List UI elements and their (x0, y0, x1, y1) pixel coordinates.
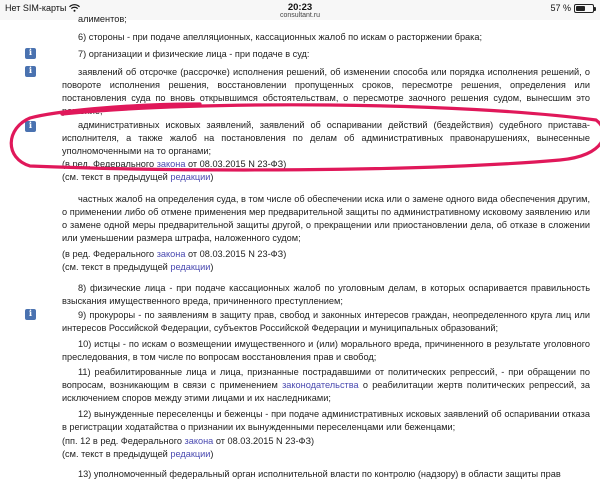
note-text: ) (210, 172, 214, 182)
battery-icon (574, 4, 594, 13)
law-link[interactable]: закона (156, 249, 186, 259)
paragraph-item-11 (62, 366, 590, 405)
edition-note (62, 435, 314, 448)
clock: 20:23 (287, 2, 313, 13)
paragraph-item-10: 10) истцы - по искам о возмещении имущественного и (или) морального вреда, причиненного в результате уголовного преследования, в том числе по вопросам восстановления прав и свобод; (62, 339, 590, 363)
previous-edition-note (62, 261, 213, 274)
note-text: (в ред. Федерального (62, 249, 157, 259)
paragraph-deferral: заявлений об отсрочке (рассрочке) исполнения решений, об изменении способа или порядка исполнения решений, о повороте исполнения решения, восстановлении пропущенных сроков, пересмотре решения, определения или постановления суда по вновь открывшимся обстоятельствам, о пересмотре заочного решения судом, вынесшим это решение; (62, 67, 590, 117)
legislation-link[interactable]: законодательства (282, 380, 359, 391)
note-text: (пп. 12 в ред. Федерального (62, 436, 185, 446)
paragraph-item-13: 13) уполномоченный федеральный орган исполнительной власти по контролю (надзору) в области защиты прав (78, 469, 561, 479)
battery-percent: 57 % (550, 3, 571, 13)
note-text: ) (210, 449, 214, 459)
note-text: (в ред. Федерального (62, 159, 157, 169)
battery-level (576, 6, 585, 11)
info-icon[interactable]: i (25, 48, 36, 59)
edition-link[interactable]: редакции (170, 449, 211, 459)
paragraph-item-6: 6) стороны - при подаче апелляционных, кассационных жалоб по искам о расторжении брака; (78, 32, 483, 42)
previous-edition-note (62, 171, 213, 184)
law-link[interactable]: закона (156, 159, 186, 169)
paragraph-private-complaints: частных жалоб на определения суда, в том числе об обеспечении иска или о замене одного вида обеспечения другим, о применении либо об отмене применения мер предварительной защиты по административному исковому заявлению или о замене одной меры предварительной защиты другой, о прекращении или приостановлении дела, об отказе в сложении или уменьшении размера штрафа, наложенного судом; (62, 194, 590, 244)
url-label[interactable]: consultant.ru (279, 12, 321, 19)
info-icon[interactable]: i (25, 66, 36, 77)
edition-link[interactable]: редакции (170, 262, 211, 272)
note-text: от 08.03.2015 N 23-ФЗ) (185, 249, 287, 259)
status-right (550, 3, 594, 13)
paragraph-administrative-claims: административных исковых заявлений, заявлений об оспаривании действий (бездействия) судебного пристава-исполнителя, а также жалоб на постановления по делам об административных правонарушениях, вынесенные уполномоченными на то органами; (62, 120, 590, 157)
paragraph-item-8: 8) физические лица - при подаче кассационных жалоб по уголовным делам, в которых оспаривается правильность взыскания имущественного вреда, причиненного преступлением; (62, 283, 590, 307)
paragraph-item-12: 12) вынужденные переселенцы и беженцы - при подаче административных исковых заявлений об оспаривании отказа в регистрации ходатайства о признании их вынужденными переселенцами или беженцами; (62, 409, 590, 433)
edition-link[interactable]: редакции (170, 172, 211, 182)
note-text: (см. текст в предыдущей (62, 172, 171, 182)
paragraph-text: о реабилитации жертв политических репрессий, за исключением споров между этими лицами и их наследниками; (62, 380, 591, 404)
edition-note (62, 248, 286, 261)
note-text: (см. текст в предыдущей (62, 449, 171, 459)
info-icon[interactable]: i (25, 309, 36, 320)
previous-edition-note (62, 448, 213, 461)
note-text: (см. текст в предыдущей (62, 262, 171, 272)
note-text: ) (210, 262, 214, 272)
law-link[interactable]: закона (184, 436, 214, 446)
paragraph-item-9: 9) прокуроры - по заявлениям в защиту прав, свобод и законных интересов граждан, неопределенного круга лиц или интересов Российской Федерации, субъектов Российской Федерации и муниципальных образований; (62, 310, 590, 334)
info-icon[interactable]: i (25, 121, 36, 132)
paragraph-continuation: алиментов; (78, 14, 127, 24)
paragraph-text: 11) реабилитированные лица и лица, признанные пострадавшими от политических репрессий, - при обращении по вопросам, возникающим в связи с применением (62, 367, 590, 391)
edition-note (62, 158, 286, 171)
carrier-label: Нет SIM-карты (5, 3, 67, 13)
note-text: от 08.03.2015 N 23-ФЗ) (185, 159, 287, 169)
paragraph-item-7: 7) организации и физические лица - при подаче в суд: (78, 49, 310, 59)
note-text: от 08.03.2015 N 23-ФЗ) (213, 436, 315, 446)
